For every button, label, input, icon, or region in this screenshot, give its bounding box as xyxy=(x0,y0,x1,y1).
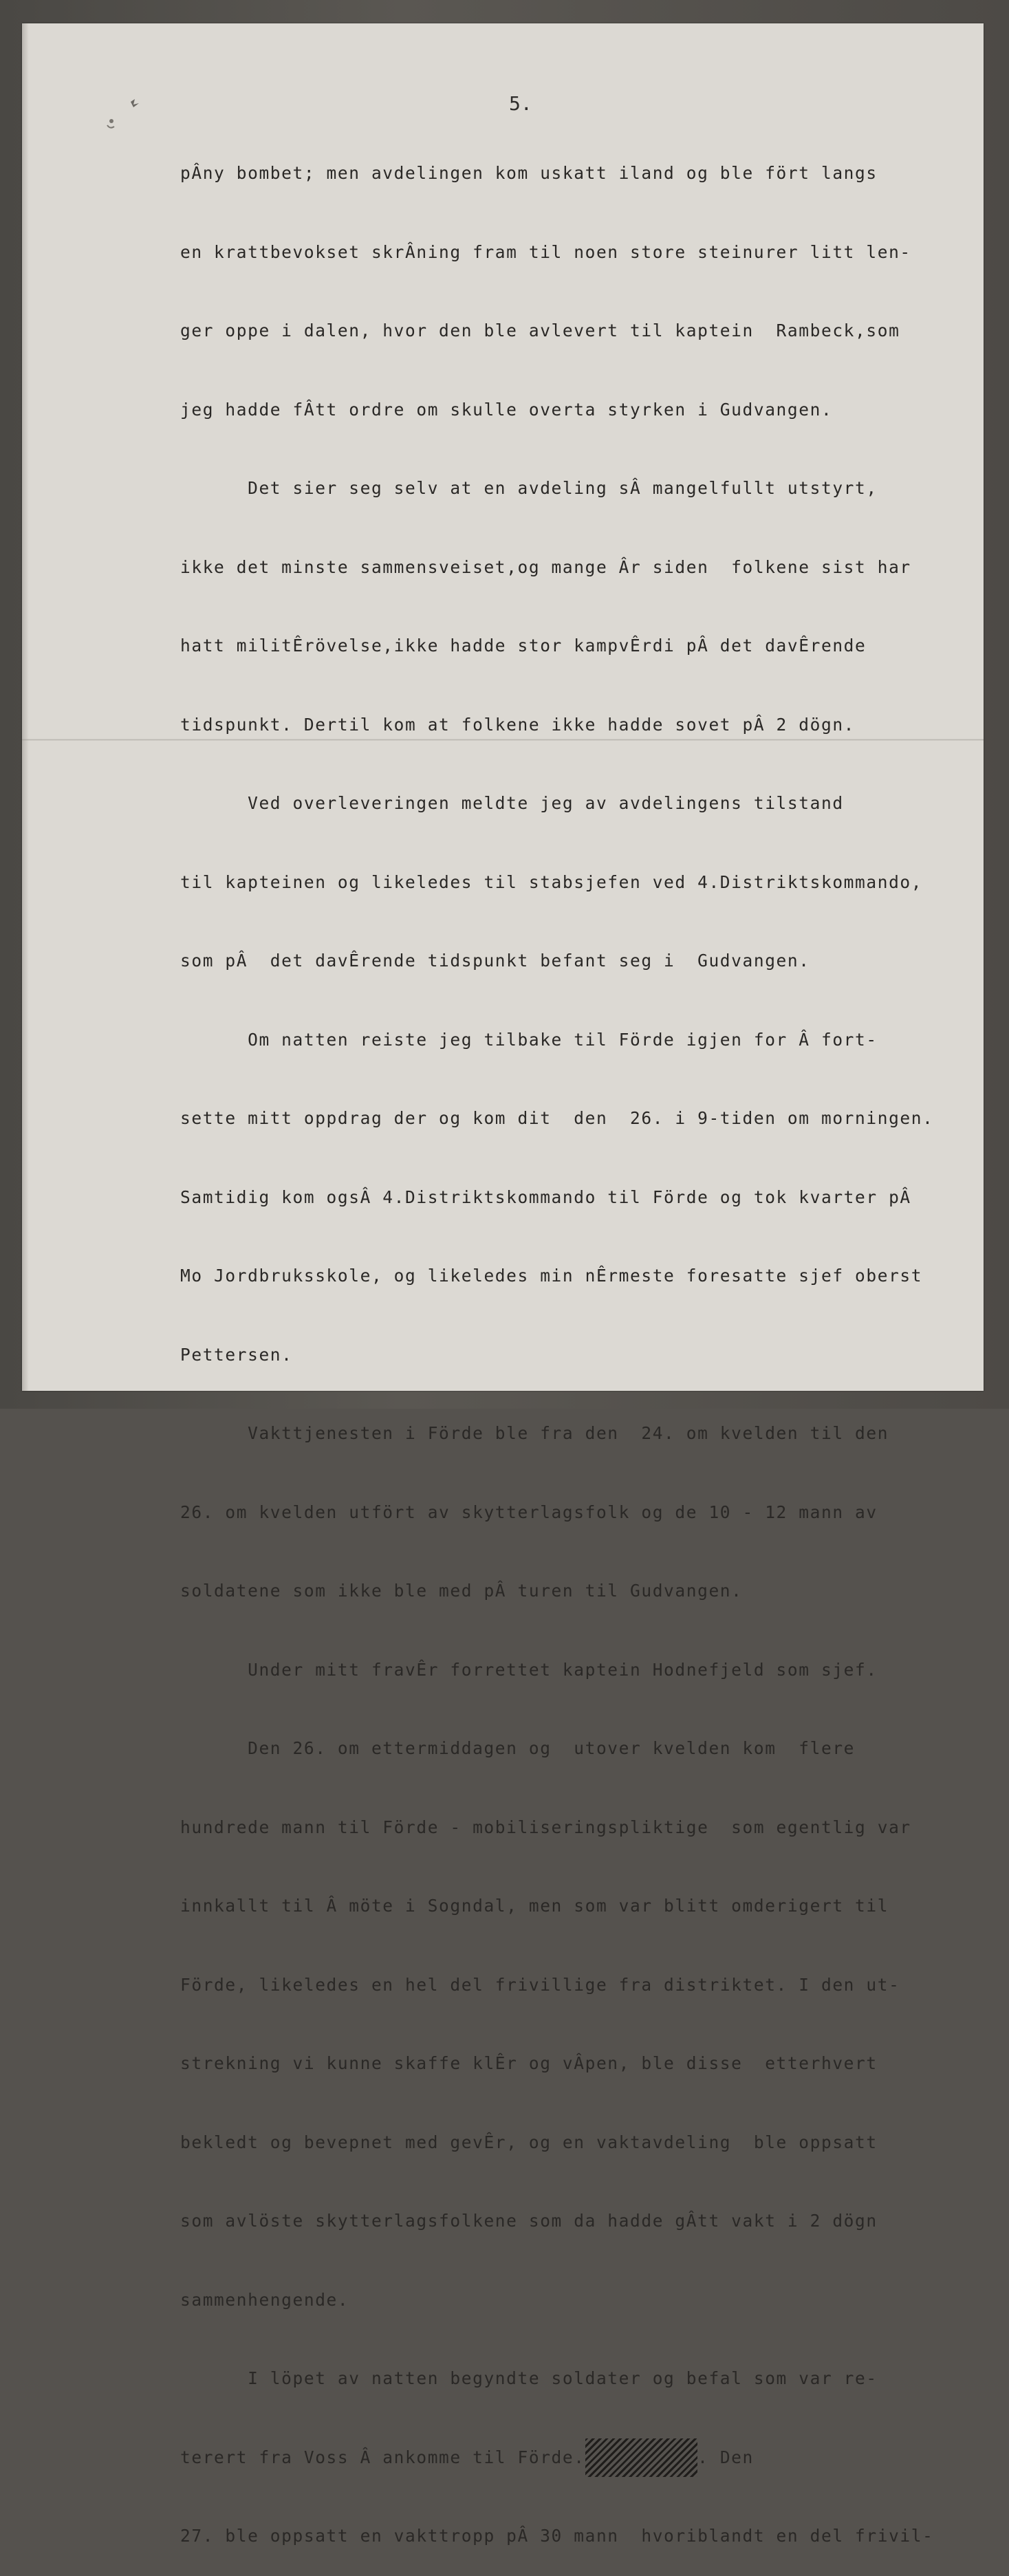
text-line: Den 26. om ettermiddagen og utover kvelden kom flere xyxy=(180,1738,856,1758)
text-line: innkallt til Â möte i Sogndal, men som var blitt omderigert til xyxy=(180,1896,889,1916)
text-line: en krattbevokset skrÂning fram til noen store steinurer litt len- xyxy=(180,241,911,262)
text-segment: terert fra Voss Â ankomme til Förde. xyxy=(180,2447,585,2467)
text-line: tidspunkt. Dertil kom at folkene ikke hadde sovet pÂ 2 dögn. xyxy=(180,714,856,735)
text-line: jeg hadde fÂtt ordre om skulle overta styrken i Gudvangen. xyxy=(180,399,833,420)
text-line: pÂny bombet; men avdelingen kom uskatt iland og ble fört langs xyxy=(180,163,878,183)
text-line: bekledt og bevepnet med gevÊr, og en vaktavdeling ble oppsatt xyxy=(180,2132,878,2152)
text-line-with-strikeout xyxy=(180,2438,951,2478)
text-line: sammenhengende. xyxy=(180,2289,349,2310)
text-line: sette mitt oppdrag der og kom dit den 26. i 9-tiden om morningen. xyxy=(180,1108,934,1128)
text-line: soldatene som ikke ble med pÂ turen til Gudvangen. xyxy=(180,1581,743,1601)
text-segment: . Den xyxy=(697,2447,754,2467)
text-line: Om natten reiste jeg tilbake til Förde igjen for Â fort- xyxy=(180,1029,878,1050)
text-line: til kapteinen og likeledes til stabsjefen ved 4.Distriktskommando, xyxy=(180,872,923,892)
text-line: som avlöste skytterlagsfolkene som da hadde gÂtt vakt i 2 dögn xyxy=(180,2211,878,2231)
text-line: Pettersen. xyxy=(180,1344,293,1365)
body-text xyxy=(180,114,951,2576)
text-line: Det sier seg selv at en avdeling sÂ mangelfullt utstyrt, xyxy=(180,478,878,498)
ink-smudge-mark xyxy=(103,98,151,146)
text-line: strekning vi kunne skaffe klÊr og vÂpen, ble disse etterhvert xyxy=(180,2053,878,2073)
text-line: Samtidig kom ogsÂ 4.Distriktskommando til Förde og tok kvarter pÂ xyxy=(180,1187,911,1207)
text-line: 26. om kvelden utfört av skytterlagsfolk og de 10 - 12 mann av xyxy=(180,1502,878,1522)
binding-shadow xyxy=(22,23,29,1391)
text-line: Ved overleveringen meldte jeg av avdelingens tilstand xyxy=(180,793,844,813)
text-line: ikke det minste sammensveiset,og mange Âr siden folkene sist har xyxy=(180,556,911,577)
page-number: 5. xyxy=(509,92,532,115)
text-line: Mo Jordbruksskole, og likeledes min nÊrmeste foresatte sjef oberst xyxy=(180,1266,923,1286)
text-line: Vakttjenesten i Förde ble fra den 24. om kvelden til den xyxy=(180,1423,889,1443)
text-line: hundrede mann til Förde - mobiliseringspliktige som egentlig var xyxy=(180,1817,911,1837)
struck-out-text xyxy=(585,2438,698,2478)
text-line: ger oppe i dalen, hvor den ble avlevert til kaptein Rambeck,som xyxy=(180,321,900,340)
text-line: Förde, likeledes en hel del frivillige fra distriktet. I den ut- xyxy=(180,1974,900,1995)
text-line: Under mitt fravÊr forrettet kaptein Hodnefjeld som sjef. xyxy=(180,1659,878,1680)
text-line: som pÂ det davÊrende tidspunkt befant seg i Gudvangen. xyxy=(180,951,810,971)
text-line: I löpet av natten begyndte soldater og befal som var re- xyxy=(180,2368,878,2388)
text-line: 27. ble oppsatt en vakttropp pÂ 30 mann hvoriblandt en del frivil- xyxy=(180,2526,934,2546)
text-line: hatt militÊrövelse,ikke hadde stor kampvÊrdi pÂ det davÊrende xyxy=(180,636,867,656)
